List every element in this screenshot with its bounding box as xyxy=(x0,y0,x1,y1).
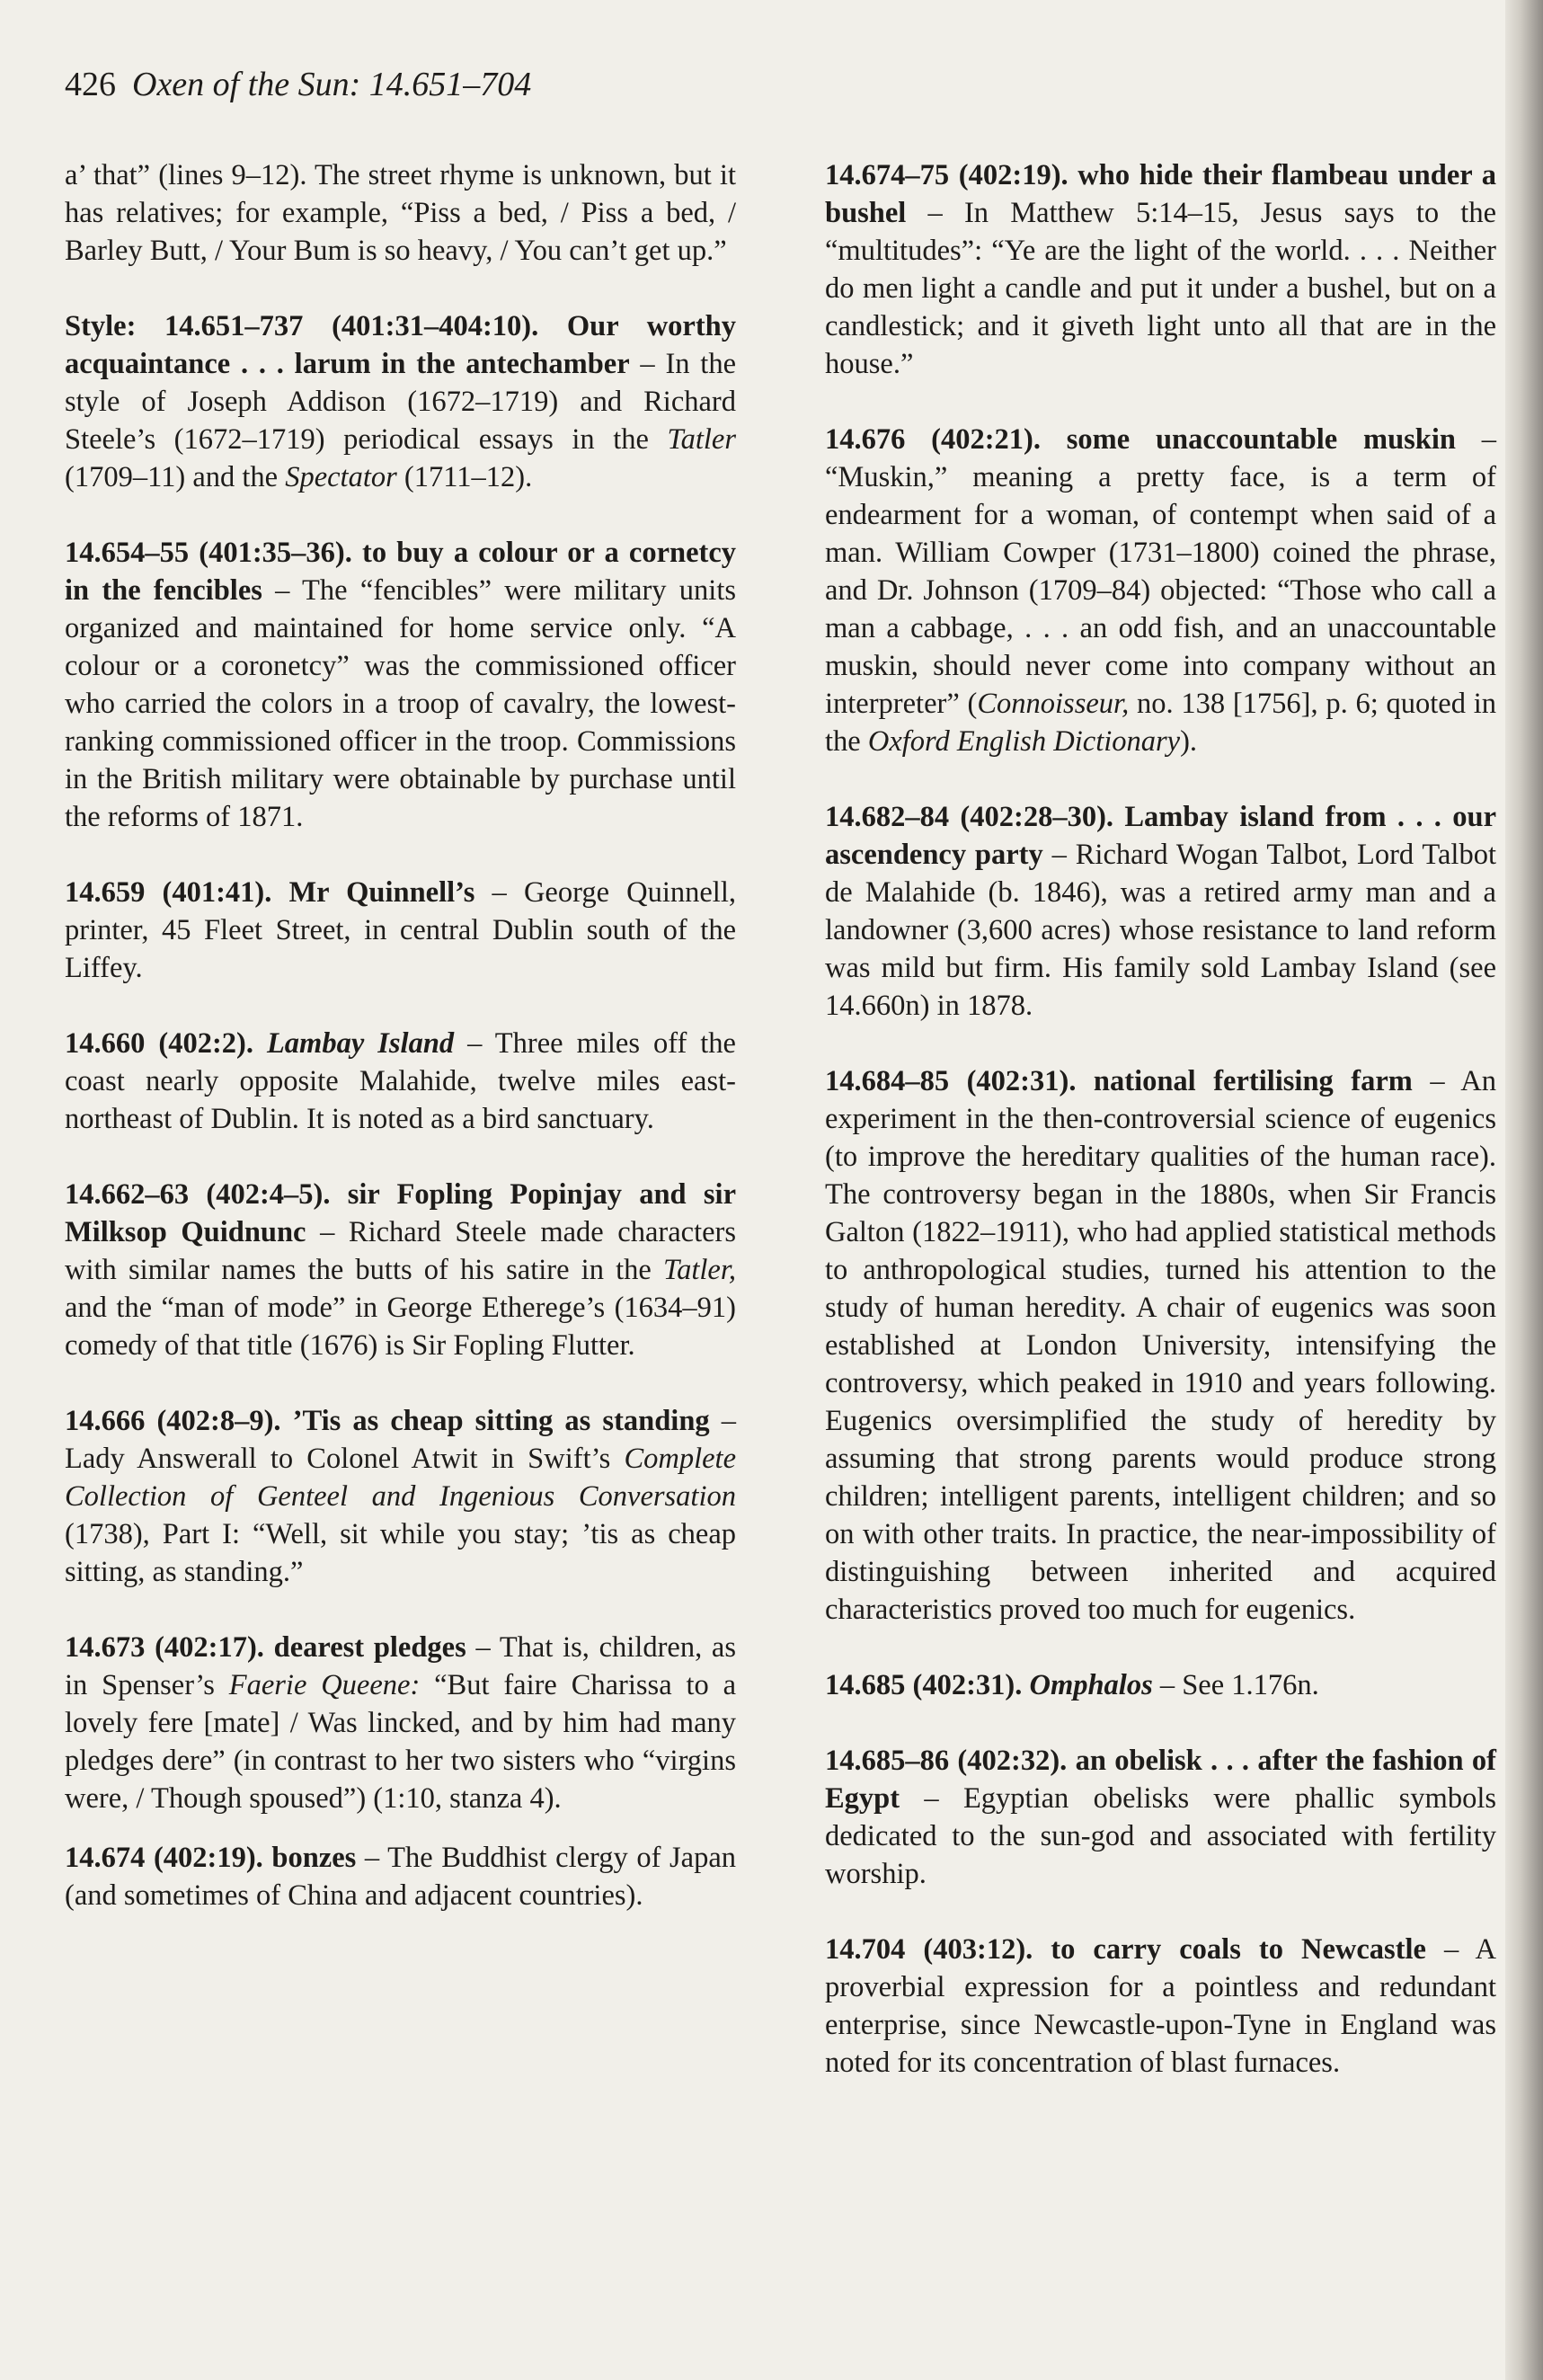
entry-text: – The Buddhist clergy of Japan (and sometimes of China and adjacent countries). xyxy=(65,1842,736,1912)
entry-italic: Tatler xyxy=(667,423,736,456)
entry-headword: 14.654–55 (401:35–36). to buy a colour or a cornetcy in the fencibles xyxy=(65,537,736,607)
entry-text: – That is, children, as in Spenser’s xyxy=(65,1631,736,1701)
note-entry xyxy=(65,156,736,270)
entry-headword: 14.674 (402:19). bonzes xyxy=(65,1842,357,1874)
note-entry xyxy=(65,1402,736,1591)
entry-headword: 14.660 (402:2). xyxy=(65,1027,267,1060)
entry-headword: 14.673 (402:17). dearest pledges xyxy=(65,1631,466,1664)
entry-text: – Three miles off the coast nearly opposite Malahide, twelve miles east-northeast of Dublin. It is noted as a bird sanctuary. xyxy=(65,1027,736,1135)
note-entry xyxy=(825,1931,1496,2082)
entry-text: (1738), Part I: “Well, sit while you stay; ’tis as cheap sitting, as standing.” xyxy=(65,1518,736,1588)
entry-text: – See 1.176n. xyxy=(1152,1669,1319,1701)
entry-headword: 14.685–86 (402:32). an obelisk . . . after the fashion of Egypt xyxy=(825,1745,1496,1815)
note-entry xyxy=(65,1176,736,1364)
note-entry xyxy=(825,1666,1496,1704)
note-entry xyxy=(65,534,736,836)
entry-text: (1709–11) and the xyxy=(65,461,286,493)
entry-italic: Complete Collection of Genteel and Ingenious Conversation xyxy=(65,1443,736,1513)
entry-text: and the “man of mode” in George Etherege’s (1634–91) comedy of that title (1676) is Sir Fopling Flutter. xyxy=(65,1292,736,1362)
entry-headword: 14.674–75 (402:19). who hide their flambeau under a bushel xyxy=(825,159,1496,229)
entry-headword-italic: Omphalos xyxy=(1029,1669,1153,1701)
note-entry xyxy=(825,1742,1496,1893)
entry-text: – Egyptian obelisks were phallic symbols dedicated to the sun-god and associated with fertility worship. xyxy=(825,1782,1496,1890)
entry-italic: Spectator xyxy=(285,461,397,493)
note-entry xyxy=(825,1062,1496,1629)
entry-headword: Style: 14.651–737 (401:31–404:10). Our worthy acquaintance . . . larum in the antechamber xyxy=(65,310,736,380)
entry-headword: 14.662–63 (402:4–5). sir Fopling Popinjay and sir Milksop Quidnunc xyxy=(65,1178,736,1248)
entry-text: – An experiment in the then-controversial science of eugenics (to improve the hereditary qualities of the human race). The controversy began in the 1880s, when Sir Francis Galton (1822–1911), who had applied statistical methods to anthropological studies, turned his attention to the study of human heredity. A chair of eugenics was soon established at London University, intensifying the controversy, which peaked in 1910 and years following. Eugenics oversimplified the study of heredity by assuming that strong parents would produce strong children; intelligent parents, intelligent children; and so on with other traits. In practice, the near-impossibility of distinguishing between inherited and acquired characteristics proved too much for eugenics. xyxy=(825,1065,1496,1626)
left-column xyxy=(65,156,736,1952)
entry-text: – Lady Answerall to Colonel Atwit in Swift’s xyxy=(65,1405,736,1475)
running-title: Oxen of the Sun: 14.651–704 xyxy=(132,66,532,103)
note-entry xyxy=(65,874,736,987)
entry-text: – In the style of Joseph Addison (1672–1719) and Richard Steele’s (1672–1719) periodical essays in the xyxy=(65,348,736,456)
entry-text: – A proverbial expression for a pointless and redundant enterprise, since Newcastle-upon-Tyne in England was noted for its concentration of blast furnaces. xyxy=(825,1933,1496,2079)
entry-headword: 14.666 (402:8–9). ’Tis as cheap sitting as standing xyxy=(65,1405,710,1437)
entry-italic: Oxford English Dictionary xyxy=(867,725,1181,758)
page-gutter-shadow xyxy=(1505,0,1543,2380)
right-column xyxy=(825,156,1496,2119)
entry-italic: Connoisseur, xyxy=(977,688,1130,720)
entry-text: – In Matthew 5:14–15, Jesus says to the “multitudes”: “Ye are the light of the world. . . . Neither do men light a candle and put it under a bushel, but on a candlestick; and it giveth light unto all that are in the house.” xyxy=(825,197,1496,380)
entry-headword: 14.676 (402:21). some unaccountable muskin xyxy=(825,423,1456,456)
entry-text: no. 138 [1756], p. 6; quoted in the xyxy=(825,688,1496,758)
page-number: 426 xyxy=(65,66,116,103)
entry-italic: Faerie Queene: xyxy=(228,1669,421,1701)
entry-text: “But faire Charissa to a lovely fere [mate] / Was lincked, and by him had many pledges dere” (in contrast to her two sisters who “virgins were, / Though spoused”) (1:10, stanza 4). xyxy=(65,1669,736,1815)
entry-headword-italic: Lambay Island xyxy=(266,1027,455,1060)
entry-text: a’ that” (lines 9–12). The street rhyme is unknown, but it has relatives; for example, “Piss a bed, / Piss a bed, / Barley Butt, / Your Bum is so heavy, / You can’t get up.” xyxy=(65,159,736,267)
entry-text: – The “fencibles” were military units organized and maintained for home service only. “A colour or a coronetcy” was the commissioned officer who carried the colors in a troop of cavalry, the lowest-ranking commissioned officer in the troop. Commissions in the British military were obtainable by purchase until the reforms of 1871. xyxy=(65,574,736,833)
entry-text: (1711–12). xyxy=(396,461,533,493)
running-header xyxy=(65,65,531,104)
note-entry xyxy=(825,421,1496,760)
entry-headword: 14.704 (403:12). to carry coals to Newcastle xyxy=(825,1933,1426,1966)
entry-text: – George Quinnell, printer, 45 Fleet Street, in central Dublin south of the Liffey. xyxy=(65,876,736,984)
note-entry xyxy=(825,798,1496,1025)
entry-headword: 14.682–84 (402:28–30). Lambay island from . . . our ascendency party xyxy=(825,801,1496,871)
entry-headword: 14.685 (402:31). xyxy=(825,1669,1030,1701)
entry-italic: Tatler, xyxy=(663,1254,736,1286)
entry-text: – Richard Wogan Talbot, Lord Talbot de Malahide (b. 1846), was a retired army man and a landowner (3,600 acres) whose resistance to land reform was mild but firm. His family sold Lambay Island (see 14.660n) in 1878. xyxy=(825,839,1496,1022)
note-entry xyxy=(65,1025,736,1138)
note-entry xyxy=(65,1629,736,1817)
note-entry xyxy=(65,307,736,496)
entry-headword: 14.659 (401:41). Mr Quinnell’s xyxy=(65,876,475,909)
entry-headword: 14.684–85 (402:31). national fertilising farm xyxy=(825,1065,1413,1097)
entry-text: ). xyxy=(1180,725,1198,758)
entry-text: – “Muskin,” meaning a pretty face, is a term of endearment for a woman, of contempt when said of a man. William Cowper (1731–1800) coined the phrase, and Dr. Johnson (1709–84) objected: “Those who call a man a cabbage, . . . an odd fish, and an unaccountable muskin, should never come into company without an interpreter” ( xyxy=(825,423,1496,720)
note-entry xyxy=(825,156,1496,383)
note-entry xyxy=(65,1839,736,1914)
entry-text: – Richard Steele made characters with similar names the butts of his satire in the xyxy=(65,1216,737,1286)
